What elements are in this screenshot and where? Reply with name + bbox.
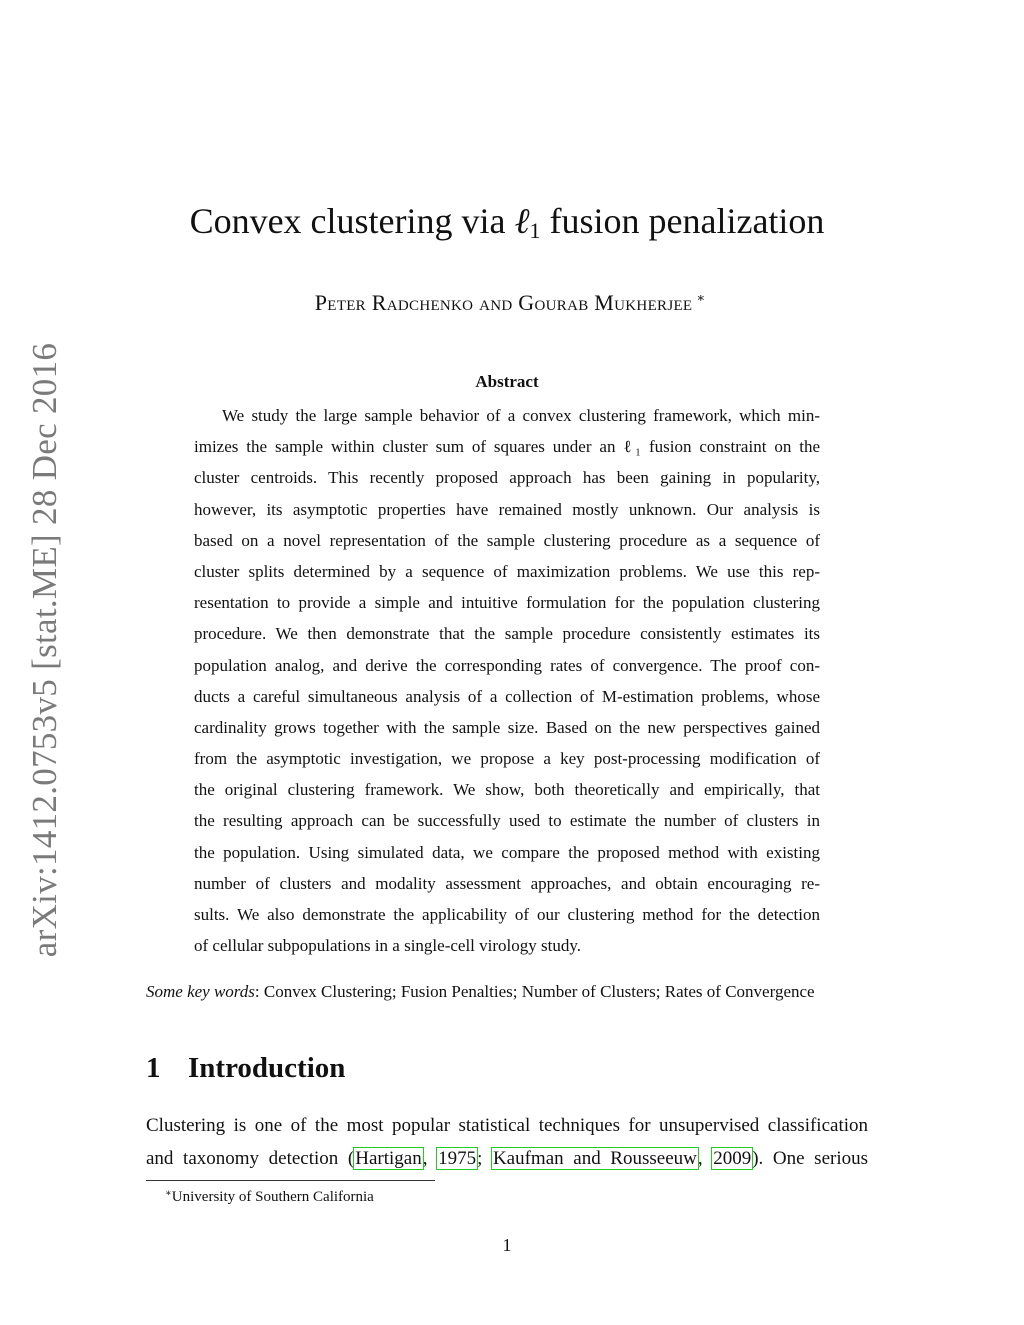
citation-link-1975[interactable]: 1975 [438,1148,477,1169]
abstract-line: We study the large sample behavior of a convex clustering framework, which min- [222,406,820,425]
intro-line-suffix: ). One serious [752,1148,868,1169]
footnote-text: University of Southern California [171,1189,374,1205]
intro-line: Clustering is one of the most popular statistical techniques for unsupervised classification [146,1115,868,1136]
section-title: Introduction [188,1052,346,1084]
abstract-body [194,400,820,961]
key-words-list: : Convex Clustering; Fusion Penalties; Number of Clusters; Rates of Convergence [254,982,815,1001]
intro-line [146,1142,868,1175]
citation-link-kaufman-rousseeuw[interactable]: Kaufman and Rousseeuw [492,1148,697,1169]
section-heading-introduction [146,1050,345,1086]
abstract-line: sults. We also demonstrate the applicability of our clustering method for the detection [194,905,820,924]
abstract-line: from the asymptotic investigation, we propose a key post-processing modification of [194,749,820,769]
footnote-mark: ∗ [165,1188,172,1199]
abstract-line: cardinality grows together with the sample size. Based on the new perspectives gained [194,717,820,737]
citation-link-2009[interactable]: 2009 [713,1148,752,1169]
abstract-line: resentation to provide a simple and intuitive formulation for the population clustering [194,593,820,613]
abstract-line: number of clusters and modality assessment approaches, and obtain encouraging re- [194,873,820,893]
key-words-label: Some key words [146,982,255,1001]
author-names: Peter Radchenko and Gourab Mukherjee [314,290,693,315]
abstract-line: the original clustering framework. We show, both theoretically and empirically, that [194,780,820,800]
abstract-line: cluster centroids. This recently proposed approach has been gaining in popularity, [194,468,820,488]
citation-separator: , [422,1148,438,1169]
abstract-line: the resulting approach can be successfully used to estimate the number of clusters in [194,811,820,831]
citation-separator: ; [477,1148,492,1169]
abstract-heading: Abstract [475,372,539,391]
arxiv-identifier-stamp: arXiv:1412.0753v5 [stat.ME] 28 Dec 2016 [25,342,64,958]
title-subscript: 1 [529,218,541,243]
abstract-line: population analog, and derive the corresponding rates of convergence. The proof con- [194,655,820,675]
section-number: 1 [146,1052,161,1084]
footnote-divider [146,1180,435,1181]
footnote [165,1184,374,1207]
abstract-line: of cellular subpopulations in a single-cell virology study. [194,936,581,956]
abstract-line: cluster splits determined by a sequence of maximization problems. We use this rep- [194,561,820,581]
author-footnote-mark: ∗ [696,290,706,305]
key-words [146,980,876,1004]
intro-line-prefix: and taxonomy detection ( [146,1148,355,1169]
abstract-line: ducts a careful simultaneous analysis of a collection of M-estimation problems, whose [194,686,820,706]
title-text-after: fusion penalization [540,201,825,241]
citation-link-hartigan[interactable]: Hartigan [355,1148,422,1169]
title-text-before: Convex clustering via [189,201,515,241]
title-ell-symbol: ℓ [514,201,530,241]
paper-title [0,199,1014,253]
abstract-line: based on a novel representation of the sample clustering procedure as a sequence of [194,530,820,550]
introduction-paragraph [146,1109,868,1175]
page-number: 1 [502,1235,512,1255]
abstract-line: the population. Using simulated data, we compare the proposed method with existing [194,842,820,862]
abstract-line: imizes the sample within cluster sum of squares under an ℓ₁ fusion constraint on the [194,437,820,457]
abstract-line: however, its asymptotic properties have remained mostly unknown. Our analysis is [194,499,820,519]
citation-separator: , [697,1148,713,1169]
abstract-line: procedure. We then demonstrate that the sample procedure consistently estimates its [194,624,820,644]
author-line [0,284,1020,317]
